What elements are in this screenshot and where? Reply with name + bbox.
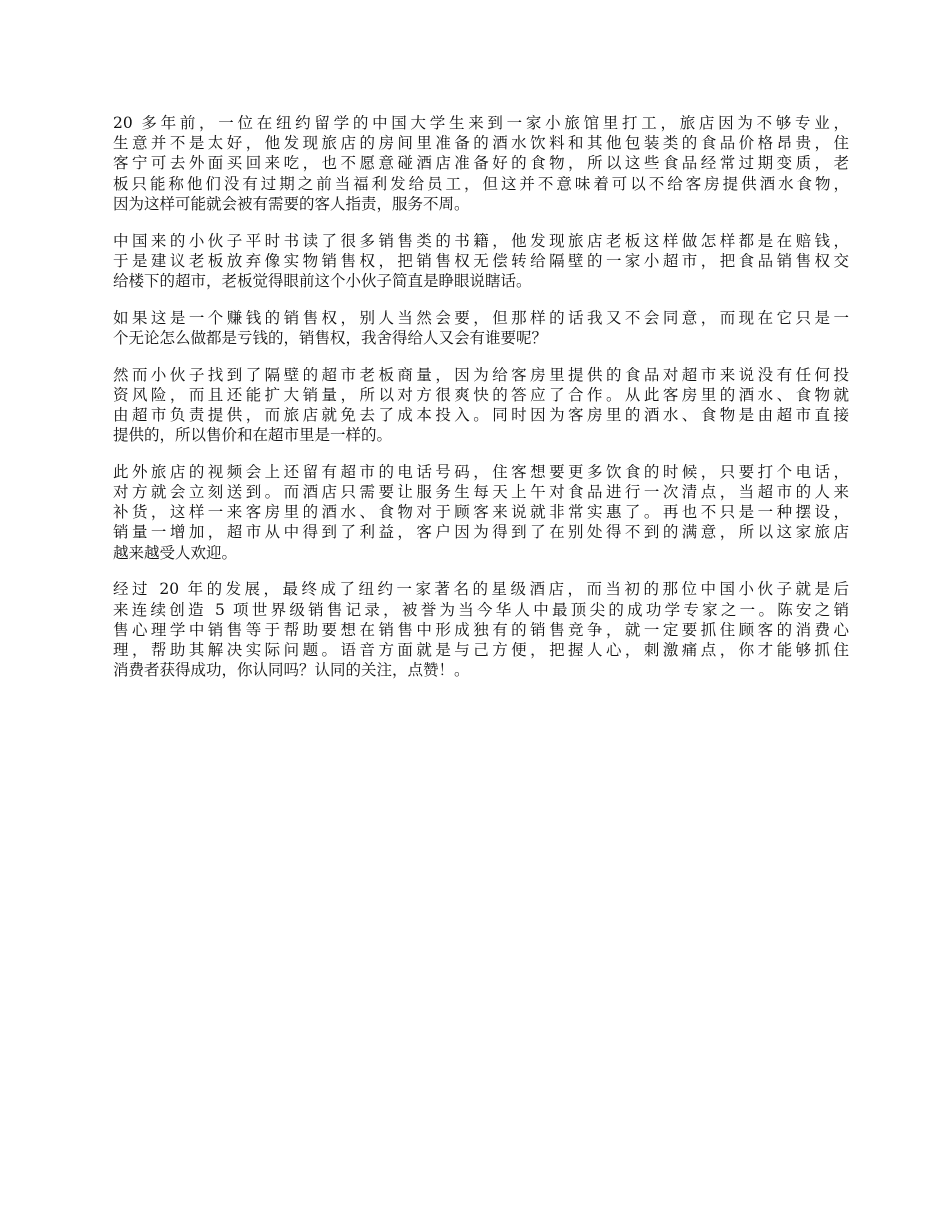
text-line: 理，帮助其解决实际问题。语音方面就是与己方便，把握人心，刺激痛点，你才能够抓住 [113,640,849,659]
text-line: 此外旅店的视频会上还留有超市的电话号码，住客想要更多饮食的时候，只要打个电话， [113,462,849,481]
paragraph-1 [113,113,849,214]
text-line: 售心理学中销售等于帮助要想在销售中形成独有的销售竞争，就一定要抓住顾客的消费心 [113,620,849,639]
paragraph-4 [113,365,849,446]
text-line: 中国来的小伙子平时书读了很多销售类的书籍，他发现旅店老板这样做怎样都是在赔钱， [113,231,849,250]
paragraph-2 [113,231,849,292]
text-line: 因为这样可能就会被有需要的客人指责，服务不周。 [113,194,470,213]
text-line: 消费者获得成功，你认同吗？认同的关注，点赞！。 [113,661,470,680]
text-line: 板只能称他们没有过期之前当福利发给员工，但这并不意味着可以不给客房提供酒水食物， [113,174,849,193]
text-line: 销量一增加，超市从中得到了利益，客户因为得到了在别处得不到的满意，所以这家旅店 [113,523,849,542]
text-line: 客宁可去外面买回来吃，也不愿意碰酒店准备好的食物，所以这些食品经常过期变质，老 [113,154,849,173]
text-line: 给楼下的超市，老板觉得眼前这个小伙子简直是睁眼说瞎话。 [113,271,532,290]
text-line: 于是建议老板放弃像实物销售权，把销售权无偿转给隔壁的一家小超市，把食品销售权交 [113,251,849,270]
text-line: 越来越受人欢迎。 [113,543,238,562]
text-line: 补货，这样一来客房里的酒水、食物对于顾客来说就非常实惠了。再也不只是一种摆设， [113,503,849,522]
text-line: 由超市负责提供，而旅店就免去了成本投入。同时因为客房里的酒水、食物是由超市直接 [113,405,849,424]
text-line: 资风险，而且还能扩大销量，所以对方很爽快的答应了合作。从此客房里的酒水、食物就 [113,385,849,404]
text-line: 如果这是一个赚钱的销售权，别人当然会要，但那样的话我又不会同意，而现在它只是一 [113,308,849,327]
paragraph-3 [113,308,849,348]
document-page [113,113,849,697]
paragraph-5 [113,462,849,563]
paragraph-6 [113,579,849,680]
text-line: 经过 20 年的发展，最终成了纽约一家著名的星级酒店，而当初的那位中国小伙子就是后 [113,580,849,599]
text-line: 对方就会立刻送到。而酒店只需要让服务生每天上午对食品进行一次清点，当超市的人来 [113,483,849,502]
text-line: 然而小伙子找到了隔壁的超市老板商量，因为给客房里提供的食品对超市来说没有任何投 [113,365,849,384]
text-line: 提供的，所以售价和在超市里是一样的。 [113,426,393,445]
text-line: 生意并不是太好，他发现旅店的房间里准备的酒水饮料和其他包装类的食品价格昂贵，住 [113,134,849,153]
text-line: 个无论怎么做都是亏钱的，销售权，我舍得给人又会有谁要呢？ [113,328,548,347]
text-line: 来连续创造 5 项世界级销售记录，被誉为当今华人中最顶尖的成功学专家之一。陈安之销 [113,600,849,619]
text-line: 20 多年前，一位在纽约留学的中国大学生来到一家小旅馆里打工，旅店因为不够专业， [113,114,849,132]
